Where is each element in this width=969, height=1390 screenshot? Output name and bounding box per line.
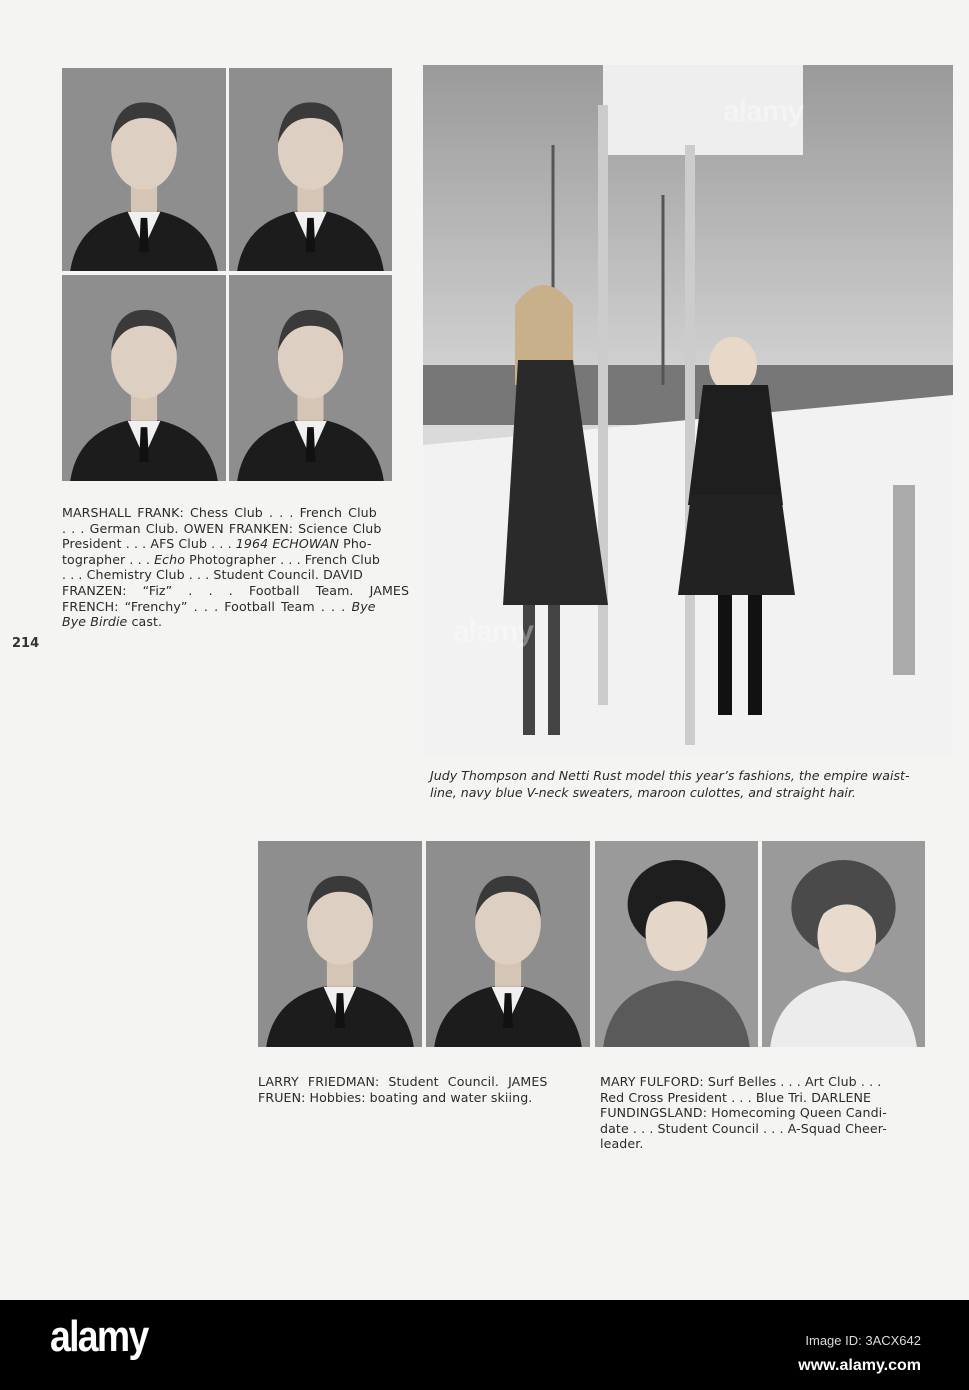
caption-line (430, 767, 950, 784)
portrait-marshall-frank (62, 68, 226, 271)
portrait-image (762, 841, 925, 1047)
text-line (62, 582, 410, 599)
text-line (62, 521, 395, 537)
text-line (258, 1074, 580, 1090)
text-line (600, 1090, 925, 1106)
text: Red Cross President . . . Blue Tri. DARLENE (600, 1089, 872, 1105)
text-italic: 1964 ECHOWAN (235, 536, 340, 552)
text-italic: Bye Birdie (62, 614, 128, 630)
text: . . . German Club. OWEN FRANKEN: Science Club (62, 520, 382, 536)
portrait-image (62, 68, 226, 271)
text-italic: Echo (154, 551, 186, 567)
text: . . . Chemistry Club . . . Student Council. DAVID (62, 567, 363, 583)
text: FRENCH: “Frenchy” . . . Football Team . . . (62, 598, 352, 614)
portrait-david-franzen (62, 275, 226, 481)
text-line (62, 567, 395, 583)
portrait-image (258, 841, 422, 1047)
text-line (62, 599, 395, 615)
bottom-right-descriptions (600, 1074, 925, 1152)
text: MARSHALL FRANK: Chess Club . . . French Club (62, 505, 377, 520)
text: Pho- (339, 536, 372, 552)
portrait-image (229, 275, 392, 481)
text-line (62, 614, 395, 630)
text: LARRY FRIEDMAN: Student Council. JAMES (258, 1074, 548, 1089)
caption-text: line, navy blue V-neck sweaters, maroon culottes, and straight hair. (430, 785, 856, 800)
text-line (600, 1105, 925, 1121)
text: date . . . Student Council . . . A-Squad Cheer- (600, 1120, 887, 1136)
text: leader. (600, 1136, 644, 1152)
text-line (258, 1090, 580, 1106)
portrait-larry-friedman (258, 841, 422, 1047)
top-student-descriptions (62, 505, 410, 630)
watermark: alamy (723, 95, 804, 128)
text: MARY FULFORD: Surf Belles . . . Art Club . . . (600, 1074, 882, 1089)
portrait-james-fruen (426, 841, 590, 1047)
page-number: 214 (12, 636, 40, 651)
stock-footer (0, 1300, 969, 1390)
portrait-james-french (229, 275, 392, 481)
text: President . . . AFS Club . . . (62, 536, 236, 552)
portrait-darlene-fundingsland (762, 841, 925, 1047)
caption-line (430, 784, 950, 801)
text: Photographer . . . French Club (185, 551, 381, 567)
text: cast. (127, 614, 163, 630)
text-line (62, 536, 395, 552)
portrait-image (426, 841, 590, 1047)
text-italic: Bye (351, 598, 376, 614)
portrait-owen-franken (229, 68, 392, 271)
text-line (600, 1121, 925, 1137)
text: FRANZEN: “Fiz” . . . Football Team. JAMES (62, 582, 410, 598)
image-id: Image ID: 3ACX642 (805, 1333, 921, 1348)
portrait-image (595, 841, 758, 1047)
watermark: alamy (453, 615, 534, 648)
text-line (600, 1074, 925, 1090)
portrait-image (229, 68, 392, 271)
portrait-image (62, 275, 226, 481)
text-line (62, 552, 395, 568)
text: tographer . . . (62, 551, 155, 567)
alamy-logo: alamy (50, 1312, 148, 1361)
site-url: www.alamy.com (798, 1357, 921, 1374)
portrait-mary-fulford (595, 841, 758, 1047)
text: FRUEN: Hobbies: boating and water skiing. (258, 1089, 533, 1105)
text-line (600, 1136, 925, 1152)
text: FUNDINGSLAND: Homecoming Queen Candi- (600, 1105, 887, 1121)
text-line (62, 505, 395, 521)
bottom-left-descriptions (258, 1074, 580, 1105)
fashion-photo (423, 65, 953, 757)
caption-text: Judy Thompson and Netti Rust model this year’s fashions, the empire waist- (430, 768, 910, 783)
photo-caption (430, 767, 950, 801)
